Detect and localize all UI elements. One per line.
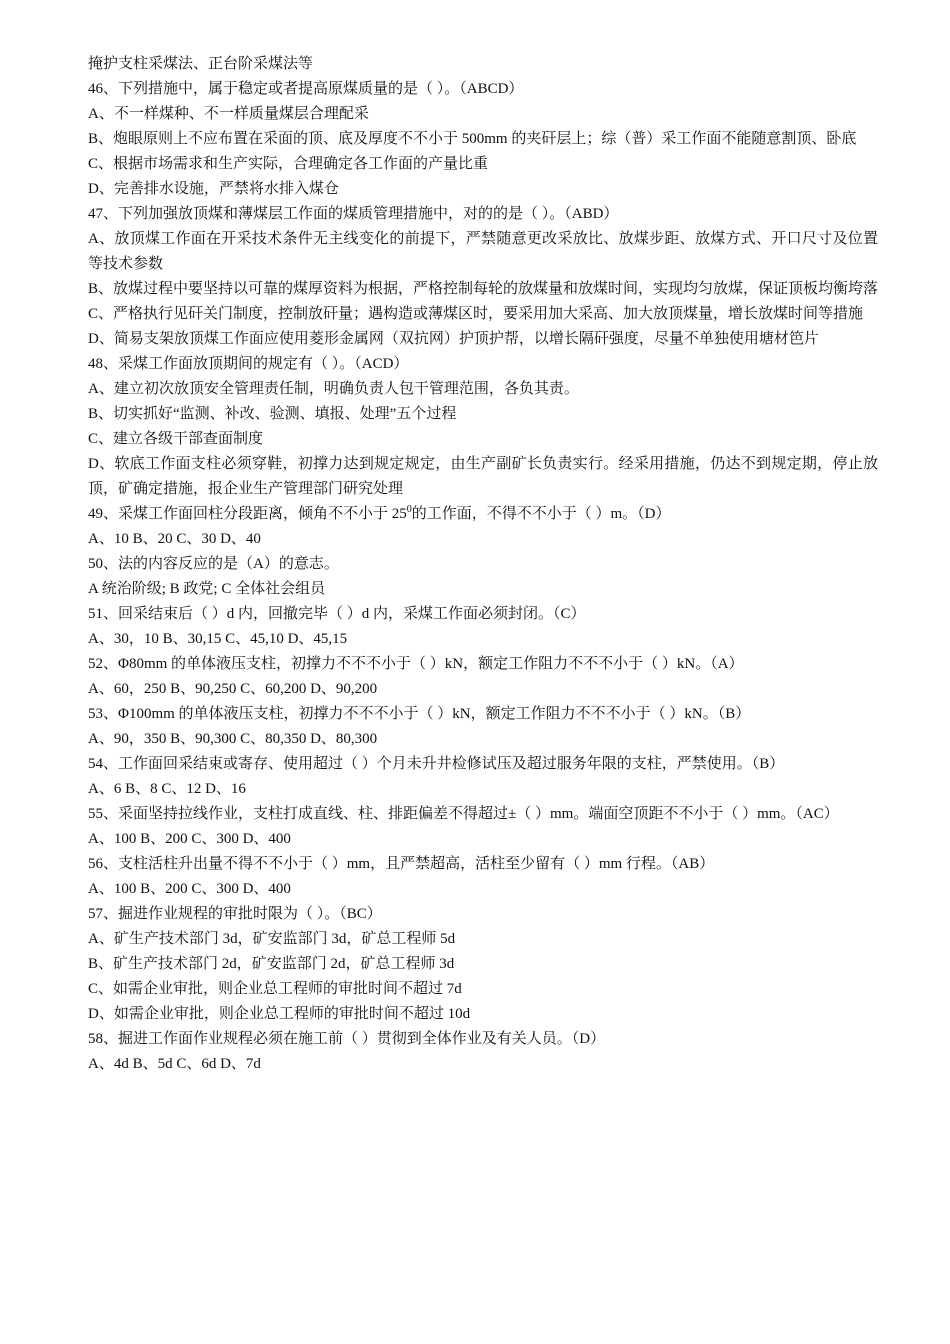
question-57: 57、掘进作业规程的审批时限为（ ）。（BC） bbox=[88, 906, 382, 922]
text-line: 掩护支柱采煤法、正台阶采煤法等 bbox=[88, 56, 314, 72]
option-line: A、6 B、8 C、12 D、16 bbox=[88, 781, 246, 797]
option-line: A、100 B、200 C、300 D、400 bbox=[88, 831, 291, 847]
question-55: 55、采面坚持拉线作业，支柱打成直线、柱、排距偏差不得超过±（ ）mm。端面空顶距不不小于（ ）mm。（AC） bbox=[88, 806, 839, 822]
option-line: D、完善排水设施，严禁将水排入煤仓 bbox=[88, 181, 339, 197]
option-line: A、建立初次放顶安全管理责任制，明确负责人包干管理范围，各负其责。 bbox=[88, 381, 579, 397]
option-line: C、如需企业审批，则企业总工程师的审批时间不超过 7d bbox=[88, 981, 462, 997]
question-47: 47、下列加强放顶煤和薄煤层工作面的煤质管理措施中，对的的是（ ）。（ABD） bbox=[88, 206, 619, 222]
option-line: C、建立各级干部查面制度 bbox=[88, 431, 264, 447]
question-53: 53、Φ100mm 的单体液压支柱，初撑力不不不小于（ ）kN，额定工作阻力不不不小于（ ）kN。（B） bbox=[88, 706, 751, 722]
option-line: B、炮眼原则上不应布置在采面的顶、底及厚度不不小于 500mm 的夹矸层上；综（普）采工作面不能随意割顶、卧底 bbox=[88, 131, 857, 147]
question-51: 51、回采结束后（ ）d 内，回撤完毕（ ）d 内，采煤工作面必须封闭。（C） bbox=[88, 606, 586, 622]
option-line: A、10 B、20 C、30 D、40 bbox=[88, 531, 261, 547]
question-54: 54、工作面回采结束或寄存、使用超过（ ）个月未升井检修试压及超过服务年限的支柱，严禁使用。（B） bbox=[88, 756, 785, 772]
option-line: A、100 B、200 C、300 D、400 bbox=[88, 881, 291, 897]
degree-superscript: 0 bbox=[406, 504, 412, 515]
option-line: A 统治阶级; B 政党; C 全体社会组员 bbox=[88, 581, 326, 597]
question-49-text: 49、采煤工作面回柱分段距离，倾角不不小于 25 bbox=[88, 506, 407, 522]
question-56: 56、支柱活柱升出量不得不不小于（ ）mm，且严禁超高，活柱至少留有（ ）mm 行程。（AB） bbox=[88, 856, 715, 872]
question-46: 46、下列措施中，属于稳定或者提高原煤质量的是（ ）。（ABCD） bbox=[88, 81, 524, 97]
option-line: B、切实抓好“监测、补改、验测、填报、处理”五个过程 bbox=[88, 406, 457, 422]
option-line: D、软底工作面支柱必须穿鞋，初撑力达到规定规定，由生产副矿长负责实行。经采用措施，仍达不到规定期，停止放顶，矿确定措施，报企业生产管理部门研究处理 bbox=[88, 456, 878, 497]
option-line: B、放煤过程中要坚持以可靠的煤厚资料为根据，严格控制每轮的放煤量和放煤时间，实现均匀放煤，保证顶板均衡垮落 bbox=[88, 281, 879, 297]
option-line: A、30，10 B、30,15 C、45,10 D、45,15 bbox=[88, 631, 348, 647]
option-line: A、4d B、5d C、6d D、7d bbox=[88, 1056, 261, 1072]
option-line: C、严格执行见矸关门制度，控制放矸量；遇构造或薄煤区时，要采用加大采高、加大放顶煤量，增长放煤时间等措施 bbox=[88, 306, 864, 322]
option-line: A、矿生产技术部门 3d，矿安监部门 3d，矿总工程师 5d bbox=[88, 931, 456, 947]
question-49-tail: 的工作面，不得不不小于（ ）m。（D） bbox=[411, 506, 671, 522]
option-line: B、矿生产技术部门 2d，矿安监部门 2d，矿总工程师 3d bbox=[88, 956, 455, 972]
option-line: D、如需企业审批，则企业总工程师的审批时间不超过 10d bbox=[88, 1006, 471, 1022]
question-58: 58、掘进工作面作业规程必须在施工前（ ）贯彻到全体作业及有关人员。（D） bbox=[88, 1031, 606, 1047]
question-49 bbox=[88, 502, 878, 527]
option-line: A、90，350 B、90,300 C、80,350 D、80,300 bbox=[88, 731, 378, 747]
question-50: 50、法的内容反应的是（A）的意志。 bbox=[88, 556, 339, 572]
option-line: D、简易支架放顶煤工作面应使用菱形金属网（双抗网）护顶护帮，以增长隔矸强度，尽量不单独使用塘材笆片 bbox=[88, 331, 819, 347]
question-48: 48、采煤工作面放顶期间的规定有（ ）。（ACD） bbox=[88, 356, 409, 372]
option-line: A、放顶煤工作面在开采技术条件无主线变化的前提下，严禁随意更改采放比、放煤步距、放煤方式、开口尺寸及位置等技术参数 bbox=[88, 231, 878, 272]
question-52: 52、Φ80mm 的单体液压支柱，初撑力不不不小于（ ）kN，额定工作阻力不不不小于（ ）kN。（A） bbox=[88, 656, 744, 672]
option-line: C、根据市场需求和生产实际，合理确定各工作面的产量比重 bbox=[88, 156, 489, 172]
option-line: A、60，250 B、90,250 C、60,200 D、90,200 bbox=[88, 681, 378, 697]
option-line: A、不一样煤种、不一样质量煤层合理配采 bbox=[88, 106, 369, 122]
